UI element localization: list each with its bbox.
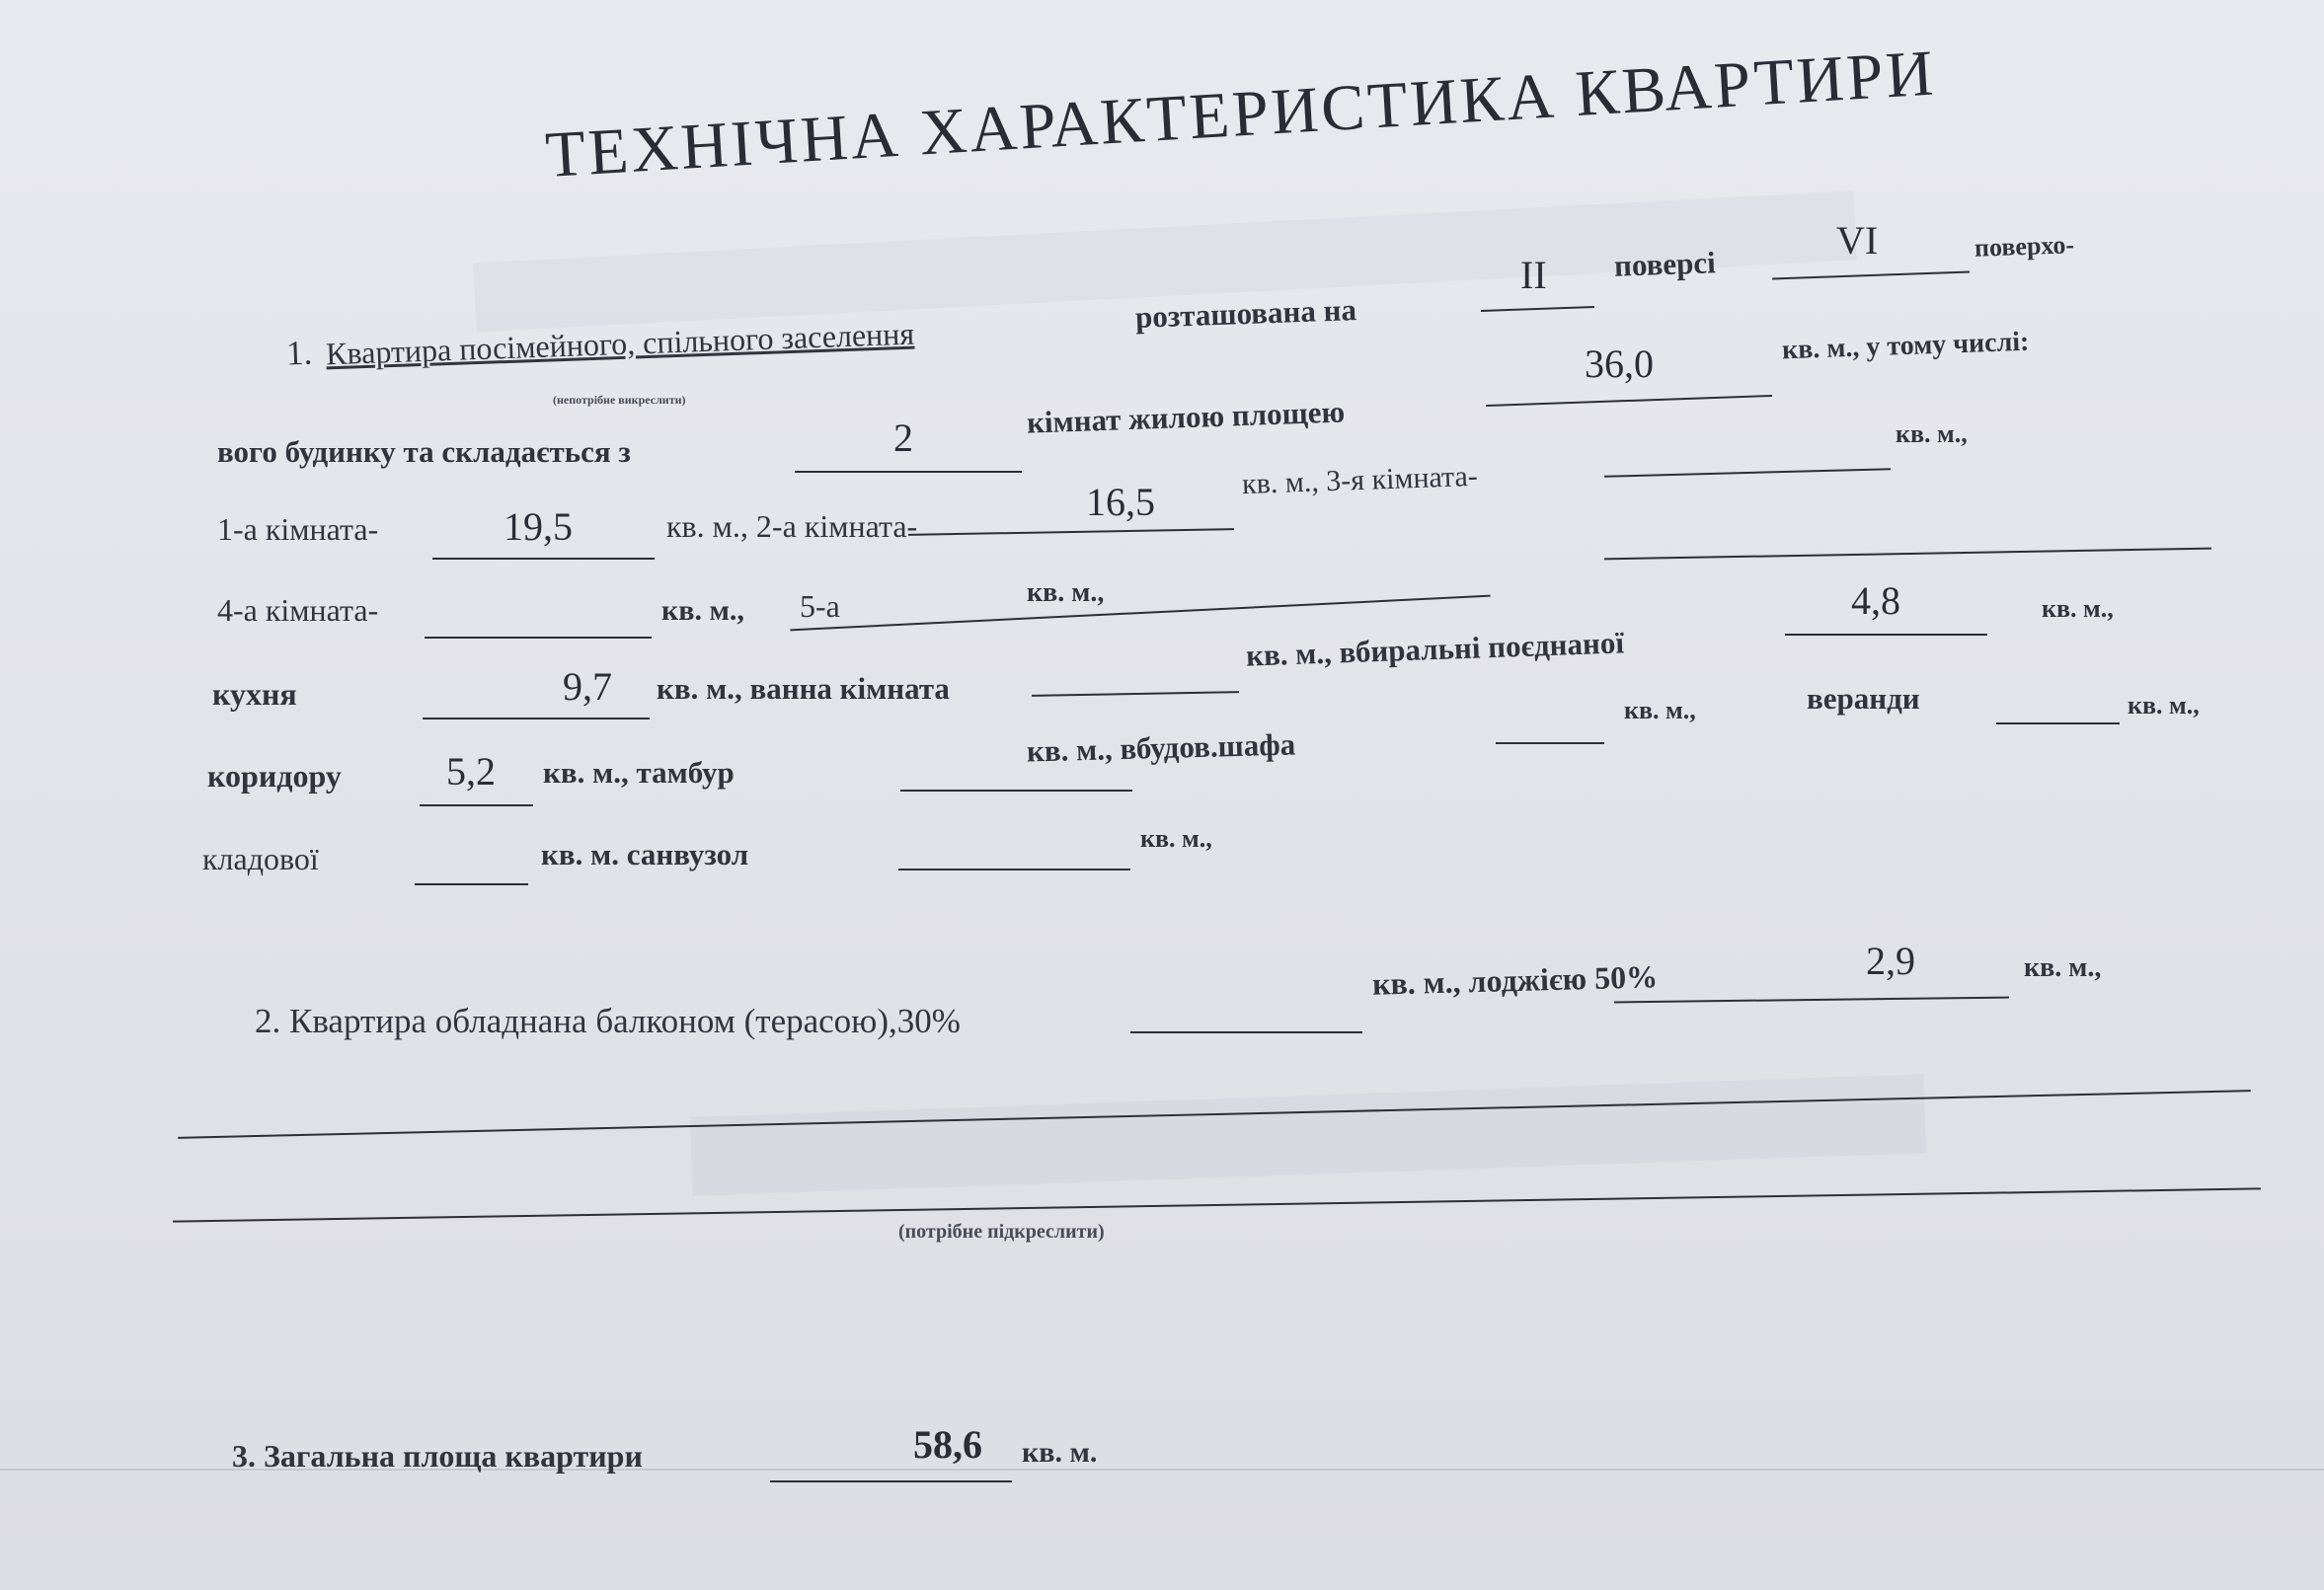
rooms-label: кімнат жилою площею bbox=[1026, 394, 1346, 440]
room2-value: 16,5 bbox=[1086, 480, 1155, 524]
storage-label: кладової bbox=[202, 841, 319, 876]
underline-hint-1: (непотрібне викреслити) bbox=[553, 393, 686, 407]
sanitary-label: кв. м. санвузол bbox=[541, 837, 749, 871]
section2-text: 2. Квартира обладнана балконом (терасою),30% bbox=[255, 1002, 961, 1040]
room3-label: кв. м., 3-я кімната- bbox=[1241, 459, 1479, 501]
living-area-value: 36,0 bbox=[1585, 341, 1654, 386]
unit-e: кв. м., bbox=[2128, 691, 2200, 719]
vestibule-line bbox=[900, 790, 1132, 792]
unit-f: кв. м., bbox=[1140, 824, 1212, 853]
room2-line bbox=[908, 528, 1234, 536]
floor-label: поверсі bbox=[1613, 245, 1717, 283]
room1-line bbox=[432, 558, 655, 560]
wardrobe-line bbox=[1496, 742, 1604, 744]
veranda-line bbox=[1996, 722, 2120, 724]
toilet-line bbox=[1785, 634, 1987, 636]
located-on-label: розташована на bbox=[1134, 292, 1357, 335]
unit-right: кв. м., bbox=[1896, 419, 1968, 448]
room4-label: 4-а кімната- bbox=[217, 592, 379, 628]
room1-value: 19,5 bbox=[504, 504, 573, 549]
total-area-value: 58,6 bbox=[913, 1422, 982, 1467]
building-label-b: вого будинку та складається з bbox=[217, 434, 631, 469]
loggia-label: кв. м., лоджією 50% bbox=[1371, 958, 1659, 1002]
bathroom-label: кв. м., ванна кімната bbox=[657, 671, 950, 706]
loggia-line bbox=[1614, 997, 2009, 1004]
vestibule-label: кв. м., тамбур bbox=[543, 755, 735, 790]
rooms-count-value: 2 bbox=[893, 416, 913, 460]
apartment-types: Квартира посімейного, спільного заселення bbox=[325, 315, 915, 372]
balcony-line bbox=[1130, 1031, 1362, 1033]
section1-number: 1. bbox=[285, 333, 313, 373]
room5-label: 5-а bbox=[800, 588, 840, 624]
corridor-value: 5,2 bbox=[446, 749, 496, 794]
section3-unit: кв. м. bbox=[1022, 1436, 1098, 1469]
sanitary-line bbox=[898, 869, 1130, 871]
rooms-count-line bbox=[795, 471, 1022, 473]
loggia-value: 2,9 bbox=[1866, 939, 1915, 983]
room1-label: 1-а кімната- bbox=[217, 511, 379, 547]
wardrobe-label: кв. м., вбудов.шафа bbox=[1026, 726, 1296, 769]
floor-value: II bbox=[1520, 253, 1547, 297]
document-title: ТЕХНІЧНА ХАРАКТЕРИСТИКА КВАРТИРИ bbox=[543, 37, 1938, 192]
living-area-line bbox=[1486, 395, 1772, 407]
unit-c: кв. м., bbox=[2042, 594, 2114, 623]
total-floors-value: VI bbox=[1836, 218, 1879, 263]
underline-hint-2: (потрібне підкреслити) bbox=[898, 1221, 1105, 1243]
section2-unit: кв. м., bbox=[2024, 952, 2102, 983]
total-floors-line bbox=[1772, 271, 1970, 280]
bleed-through-shadow-lower bbox=[690, 1074, 1926, 1196]
storage-line bbox=[415, 883, 528, 885]
corridor-line bbox=[420, 804, 533, 806]
kitchen-label: кухня bbox=[212, 676, 297, 712]
unit-d: кв. м., bbox=[1624, 696, 1696, 724]
unit-incl: кв. м., у тому числі: bbox=[1781, 326, 2030, 366]
floor-line bbox=[1481, 306, 1594, 312]
kitchen-line bbox=[423, 718, 650, 719]
veranda-label: веранди bbox=[1807, 681, 1920, 716]
bathroom-line bbox=[1032, 691, 1239, 697]
total-area-line bbox=[770, 1480, 1012, 1482]
unit-b: кв. м., bbox=[1027, 577, 1105, 608]
room5-line bbox=[790, 595, 1490, 632]
building-label-a: поверхо- bbox=[1974, 230, 2075, 263]
room4-line bbox=[425, 637, 652, 639]
section3-text: 3. Загальна площа квартири bbox=[232, 1438, 643, 1474]
kitchen-value: 9,7 bbox=[563, 664, 612, 709]
corridor-label: коридору bbox=[207, 758, 342, 794]
toilet-label: кв. м., вбиральні поєднаної bbox=[1245, 625, 1625, 673]
room2-label: кв. м., 2-а кімната- bbox=[666, 508, 918, 544]
toilet-value: 4,8 bbox=[1851, 578, 1900, 623]
unit-a: кв. м., bbox=[661, 594, 744, 627]
free-line-2 bbox=[173, 1187, 2261, 1222]
extra-room-line bbox=[1604, 548, 2211, 561]
room3-line bbox=[1604, 468, 1891, 478]
